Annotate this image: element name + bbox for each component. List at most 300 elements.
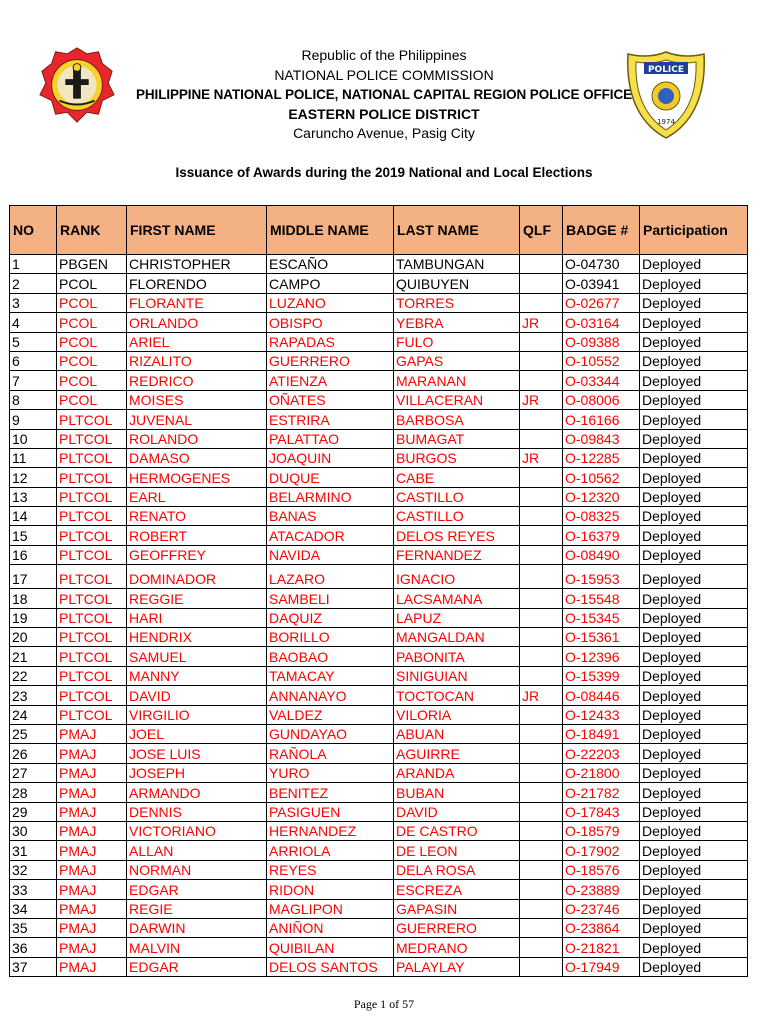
col-rank-cell: PMAJ — [57, 783, 127, 802]
col-badge-cell: O-22203 — [563, 744, 640, 763]
col-rank-cell: PMAJ — [57, 724, 127, 743]
col-participation-cell: Deployed — [640, 448, 748, 467]
col-first-name-cell: JUVENAL — [127, 410, 267, 429]
col-participation-cell: Deployed — [640, 313, 748, 332]
col-middle-name-cell: RAÑOLA — [267, 744, 394, 763]
col-rank-cell: PLTCOL — [57, 589, 127, 608]
col-rank-cell: PMAJ — [57, 880, 127, 899]
col-no-cell: 34 — [10, 899, 57, 918]
col-qlf-cell — [520, 371, 563, 390]
col-first-name-cell: ORLANDO — [127, 313, 267, 332]
col-middle-name-cell: LAZARO — [267, 565, 394, 589]
col-first-name-cell: EDGAR — [127, 957, 267, 976]
col-badge-cell: O-17902 — [563, 841, 640, 860]
col-no-cell: 18 — [10, 589, 57, 608]
col-participation-cell: Deployed — [640, 545, 748, 564]
col-badge-header: BADGE # — [563, 206, 640, 255]
table-row — [10, 526, 748, 545]
table-row — [10, 468, 748, 487]
col-qlf-cell — [520, 589, 563, 608]
col-no-cell: 1 — [10, 255, 57, 274]
col-qlf-cell — [520, 332, 563, 351]
col-badge-cell: O-15548 — [563, 589, 640, 608]
col-qlf-cell — [520, 957, 563, 976]
col-qlf-header: QLF — [520, 206, 563, 255]
col-middle-name-cell: YURO — [267, 763, 394, 782]
col-qlf-cell — [520, 899, 563, 918]
col-rank-header: RANK — [57, 206, 127, 255]
col-participation-header: Participation — [640, 206, 748, 255]
col-no-cell: 21 — [10, 647, 57, 666]
col-first-name-cell: REDRICO — [127, 371, 267, 390]
col-qlf-cell — [520, 724, 563, 743]
col-badge-cell: O-18491 — [563, 724, 640, 743]
col-rank-cell: PLTCOL — [57, 410, 127, 429]
col-badge-cell: O-23889 — [563, 880, 640, 899]
col-badge-cell: O-03941 — [563, 274, 640, 293]
col-middle-name-cell: BAOBAO — [267, 647, 394, 666]
table-row — [10, 274, 748, 293]
col-last-name-cell: GAPASIN — [394, 899, 520, 918]
col-rank-cell: PLTCOL — [57, 666, 127, 685]
col-badge-cell: O-08006 — [563, 390, 640, 409]
col-last-name-cell: BUMAGAT — [394, 429, 520, 448]
col-rank-cell: PCOL — [57, 351, 127, 370]
col-no-cell: 8 — [10, 390, 57, 409]
table-row — [10, 589, 748, 608]
col-last-name-cell: MARANAN — [394, 371, 520, 390]
col-first-name-cell: MOISES — [127, 390, 267, 409]
col-middle-name-cell: PALATTAO — [267, 429, 394, 448]
table-row — [10, 410, 748, 429]
col-participation-cell: Deployed — [640, 686, 748, 705]
badge-police-text: POLICE — [647, 65, 685, 75]
col-participation-cell: Deployed — [640, 526, 748, 545]
col-no-cell: 12 — [10, 468, 57, 487]
col-last-name-cell: DELOS REYES — [394, 526, 520, 545]
col-qlf-cell — [520, 487, 563, 506]
col-last-name-cell: FERNANDEZ — [394, 545, 520, 564]
col-qlf-cell — [520, 526, 563, 545]
col-no-cell: 7 — [10, 371, 57, 390]
col-rank-cell: PLTCOL — [57, 705, 127, 724]
col-first-name-cell: HERMOGENES — [127, 468, 267, 487]
col-qlf-cell — [520, 647, 563, 666]
col-last-name-cell: LACSAMANA — [394, 589, 520, 608]
col-first-name-cell: DAVID — [127, 686, 267, 705]
col-last-name-cell: VILLACERAN — [394, 390, 520, 409]
col-first-name-cell: EDGAR — [127, 880, 267, 899]
col-badge-cell: O-23864 — [563, 918, 640, 937]
col-first-name-cell: DENNIS — [127, 802, 267, 821]
col-last-name-cell: LAPUZ — [394, 608, 520, 627]
col-middle-name-cell: PASIGUEN — [267, 802, 394, 821]
col-first-name-cell: SAMUEL — [127, 647, 267, 666]
col-middle-name-cell: LUZANO — [267, 293, 394, 312]
col-first-name-cell: DOMINADOR — [127, 565, 267, 589]
col-last-name-cell: ARANDA — [394, 763, 520, 782]
col-participation-cell: Deployed — [640, 487, 748, 506]
col-last-name-cell: TOCTOCAN — [394, 686, 520, 705]
col-badge-cell: O-12320 — [563, 487, 640, 506]
col-last-name-cell: TAMBUNGAN — [394, 255, 520, 274]
col-rank-cell: PMAJ — [57, 957, 127, 976]
col-participation-cell: Deployed — [640, 274, 748, 293]
col-participation-cell: Deployed — [640, 608, 748, 627]
col-middle-name-cell: ATACADOR — [267, 526, 394, 545]
col-first-name-cell: JOEL — [127, 724, 267, 743]
col-middle-name-cell: ANIÑON — [267, 918, 394, 937]
col-rank-cell: PLTCOL — [57, 545, 127, 564]
col-participation-cell: Deployed — [640, 821, 748, 840]
col-no-cell: 11 — [10, 448, 57, 467]
col-last-name-cell: AGUIRRE — [394, 744, 520, 763]
col-participation-cell: Deployed — [640, 938, 748, 957]
col-no-cell: 27 — [10, 763, 57, 782]
col-last-name-cell: BUBAN — [394, 783, 520, 802]
table-row — [10, 293, 748, 312]
col-no-cell: 26 — [10, 744, 57, 763]
col-no-cell: 24 — [10, 705, 57, 724]
col-first-name-cell: MALVIN — [127, 938, 267, 957]
table-row — [10, 860, 748, 879]
col-no-cell: 30 — [10, 821, 57, 840]
col-no-cell: 10 — [10, 429, 57, 448]
col-first-name-cell: MANNY — [127, 666, 267, 685]
col-qlf-cell — [520, 841, 563, 860]
table-row — [10, 332, 748, 351]
col-badge-cell: O-18576 — [563, 860, 640, 879]
col-first-name-cell: ROBERT — [127, 526, 267, 545]
col-no-cell: 25 — [10, 724, 57, 743]
col-middle-name-cell: DUQUE — [267, 468, 394, 487]
col-badge-cell: O-08446 — [563, 686, 640, 705]
col-qlf-cell: JR — [520, 448, 563, 467]
col-last-name-cell: ESCREZA — [394, 880, 520, 899]
col-participation-cell: Deployed — [640, 724, 748, 743]
pnp-ncrpo-line: PHILIPPINE NATIONAL POLICE, NATIONAL CAPITAL REGION POLICE OFFICE — [135, 87, 633, 102]
col-no-cell: 28 — [10, 783, 57, 802]
col-first-name-cell: CHRISTOPHER — [127, 255, 267, 274]
col-badge-cell: O-09388 — [563, 332, 640, 351]
col-rank-cell: PLTCOL — [57, 565, 127, 589]
col-middle-name-cell: MAGLIPON — [267, 899, 394, 918]
col-no-header: NO — [10, 206, 57, 255]
col-first-name-cell: VIRGILIO — [127, 705, 267, 724]
col-first-name-cell: REGIE — [127, 899, 267, 918]
col-first-name-cell: HENDRIX — [127, 628, 267, 647]
col-no-cell: 4 — [10, 313, 57, 332]
col-badge-cell: O-17949 — [563, 957, 640, 976]
col-qlf-cell — [520, 938, 563, 957]
col-no-cell: 36 — [10, 938, 57, 957]
col-participation-cell: Deployed — [640, 293, 748, 312]
col-last-name-cell: MEDRANO — [394, 938, 520, 957]
col-rank-cell: PMAJ — [57, 841, 127, 860]
col-last-name-cell: IGNACIO — [394, 565, 520, 589]
col-qlf-cell — [520, 763, 563, 782]
col-participation-cell: Deployed — [640, 390, 748, 409]
col-participation-cell: Deployed — [640, 763, 748, 782]
col-first-name-cell: HARI — [127, 608, 267, 627]
col-middle-name-cell: BANAS — [267, 507, 394, 526]
col-qlf-cell — [520, 274, 563, 293]
col-no-cell: 16 — [10, 545, 57, 564]
table-row — [10, 918, 748, 937]
col-last-name-cell: MANGALDAN — [394, 628, 520, 647]
col-last-name-cell: DE CASTRO — [394, 821, 520, 840]
col-middle-name-cell: DELOS SANTOS — [267, 957, 394, 976]
col-badge-cell: O-18579 — [563, 821, 640, 840]
awards-table — [9, 205, 748, 977]
col-last-name-cell: FULO — [394, 332, 520, 351]
col-last-name-cell: ABUAN — [394, 724, 520, 743]
col-rank-cell: PLTCOL — [57, 429, 127, 448]
col-rank-cell: PCOL — [57, 313, 127, 332]
col-rank-cell: PLTCOL — [57, 448, 127, 467]
col-first-name-cell: FLORANTE — [127, 293, 267, 312]
col-badge-cell: O-21821 — [563, 938, 640, 957]
col-badge-cell: O-17843 — [563, 802, 640, 821]
napolcom-line: NATIONAL POLICE COMMISSION — [274, 66, 494, 83]
col-middle-name-cell: GUERRERO — [267, 351, 394, 370]
col-first-name-cell: ARIEL — [127, 332, 267, 351]
col-first-name-cell: ARMANDO — [127, 783, 267, 802]
table-row — [10, 429, 748, 448]
col-no-cell: 6 — [10, 351, 57, 370]
col-rank-cell: PMAJ — [57, 744, 127, 763]
col-no-cell: 14 — [10, 507, 57, 526]
col-last-name-cell: YEBRA — [394, 313, 520, 332]
col-no-cell: 32 — [10, 860, 57, 879]
col-middle-name-cell: VALDEZ — [267, 705, 394, 724]
col-first-name-cell: EARL — [127, 487, 267, 506]
document-title: Issuance of Awards during the 2019 National and Local Elections — [175, 165, 593, 180]
col-rank-cell: PMAJ — [57, 821, 127, 840]
col-participation-cell: Deployed — [640, 899, 748, 918]
col-qlf-cell — [520, 783, 563, 802]
col-middle-name-header: MIDDLE NAME — [267, 206, 394, 255]
col-rank-cell: PCOL — [57, 293, 127, 312]
col-badge-cell: O-15361 — [563, 628, 640, 647]
table-row — [10, 666, 748, 685]
address-line: Caruncho Avenue, Pasig City — [293, 125, 475, 141]
col-participation-cell: Deployed — [640, 468, 748, 487]
table-row — [10, 448, 748, 467]
republic-line: Republic of the Philippines — [301, 47, 467, 63]
col-participation-cell: Deployed — [640, 628, 748, 647]
table-row — [10, 783, 748, 802]
col-first-name-cell: RENATO — [127, 507, 267, 526]
col-qlf-cell — [520, 918, 563, 937]
col-qlf-cell — [520, 705, 563, 724]
table-row — [10, 880, 748, 899]
col-participation-cell: Deployed — [640, 860, 748, 879]
col-badge-cell: O-10552 — [563, 351, 640, 370]
col-first-name-cell: JOSE LUIS — [127, 744, 267, 763]
col-qlf-cell — [520, 293, 563, 312]
col-rank-cell: PLTCOL — [57, 468, 127, 487]
col-badge-cell: O-08325 — [563, 507, 640, 526]
col-badge-cell: O-02677 — [563, 293, 640, 312]
col-qlf-cell — [520, 860, 563, 879]
table-row — [10, 507, 748, 526]
col-last-name-cell: QUIBUYEN — [394, 274, 520, 293]
col-qlf-cell — [520, 255, 563, 274]
table-row — [10, 938, 748, 957]
col-last-name-cell: PALAYLAY — [394, 957, 520, 976]
col-middle-name-cell: ATIENZA — [267, 371, 394, 390]
col-last-name-cell: SINIGUIAN — [394, 666, 520, 685]
col-rank-cell: PCOL — [57, 332, 127, 351]
col-badge-cell: O-16379 — [563, 526, 640, 545]
col-participation-cell: Deployed — [640, 332, 748, 351]
col-qlf-cell — [520, 351, 563, 370]
col-rank-cell: PLTCOL — [57, 487, 127, 506]
col-no-cell: 5 — [10, 332, 57, 351]
col-middle-name-cell: ANNANAYO — [267, 686, 394, 705]
col-no-cell: 2 — [10, 274, 57, 293]
col-participation-cell: Deployed — [640, 507, 748, 526]
col-no-cell: 22 — [10, 666, 57, 685]
col-middle-name-cell: CAMPO — [267, 274, 394, 293]
table-row — [10, 608, 748, 627]
col-middle-name-cell: ESCAÑO — [267, 255, 394, 274]
col-rank-cell: PMAJ — [57, 860, 127, 879]
col-participation-cell: Deployed — [640, 351, 748, 370]
col-participation-cell: Deployed — [640, 589, 748, 608]
col-rank-cell: PMAJ — [57, 802, 127, 821]
col-badge-cell: O-21800 — [563, 763, 640, 782]
col-last-name-cell: GUERRERO — [394, 918, 520, 937]
col-first-name-cell: REGGIE — [127, 589, 267, 608]
table-row — [10, 628, 748, 647]
col-last-name-cell: CASTILLO — [394, 507, 520, 526]
col-no-cell: 23 — [10, 686, 57, 705]
col-badge-cell: O-15345 — [563, 608, 640, 627]
col-badge-cell: O-03344 — [563, 371, 640, 390]
col-no-cell: 29 — [10, 802, 57, 821]
col-middle-name-cell: JOAQUIN — [267, 448, 394, 467]
col-first-name-cell: DAMASO — [127, 448, 267, 467]
table-row — [10, 802, 748, 821]
col-middle-name-cell: GUNDAYAO — [267, 724, 394, 743]
col-participation-cell: Deployed — [640, 647, 748, 666]
col-last-name-cell: DE LEON — [394, 841, 520, 860]
badge-year-text: 1974 — [657, 118, 675, 126]
col-participation-cell: Deployed — [640, 841, 748, 860]
col-participation-cell: Deployed — [640, 880, 748, 899]
col-last-name-cell: BURGOS — [394, 448, 520, 467]
col-participation-cell: Deployed — [640, 705, 748, 724]
col-qlf-cell — [520, 880, 563, 899]
col-last-name-cell: DELA ROSA — [394, 860, 520, 879]
table-row — [10, 686, 748, 705]
col-participation-cell: Deployed — [640, 918, 748, 937]
table-row — [10, 565, 748, 589]
col-first-name-header: FIRST NAME — [127, 206, 267, 255]
table-row — [10, 841, 748, 860]
col-first-name-cell: NORMAN — [127, 860, 267, 879]
col-no-cell: 37 — [10, 957, 57, 976]
col-participation-cell: Deployed — [640, 802, 748, 821]
col-participation-cell: Deployed — [640, 666, 748, 685]
table-row — [10, 313, 748, 332]
table-row — [10, 371, 748, 390]
col-first-name-cell: VICTORIANO — [127, 821, 267, 840]
table-row — [10, 821, 748, 840]
table-header-row — [10, 206, 748, 255]
col-qlf-cell — [520, 410, 563, 429]
table-row — [10, 255, 748, 274]
col-rank-cell: PCOL — [57, 274, 127, 293]
table-row — [10, 487, 748, 506]
col-middle-name-cell: OBISPO — [267, 313, 394, 332]
col-middle-name-cell: RAPADAS — [267, 332, 394, 351]
col-middle-name-cell: DAQUIZ — [267, 608, 394, 627]
col-middle-name-cell: OÑATES — [267, 390, 394, 409]
col-badge-cell: O-21782 — [563, 783, 640, 802]
col-qlf-cell — [520, 608, 563, 627]
col-middle-name-cell: BELARMINO — [267, 487, 394, 506]
table-row — [10, 545, 748, 564]
col-qlf-cell — [520, 507, 563, 526]
col-last-name-cell: BARBOSA — [394, 410, 520, 429]
col-badge-cell: O-10562 — [563, 468, 640, 487]
col-middle-name-cell: BORILLO — [267, 628, 394, 647]
col-no-cell: 20 — [10, 628, 57, 647]
col-participation-cell: Deployed — [640, 255, 748, 274]
col-middle-name-cell: QUIBILAN — [267, 938, 394, 957]
col-badge-cell: O-04730 — [563, 255, 640, 274]
table-row — [10, 899, 748, 918]
col-middle-name-cell: ESTRIRA — [267, 410, 394, 429]
col-no-cell: 15 — [10, 526, 57, 545]
col-participation-cell: Deployed — [640, 410, 748, 429]
table-body — [10, 255, 748, 977]
col-no-cell: 17 — [10, 565, 57, 589]
col-badge-cell: O-23746 — [563, 899, 640, 918]
col-last-name-cell: TORRES — [394, 293, 520, 312]
table-row — [10, 705, 748, 724]
col-rank-cell: PMAJ — [57, 763, 127, 782]
col-first-name-cell: RIZALITO — [127, 351, 267, 370]
table-row — [10, 957, 748, 976]
table-row — [10, 647, 748, 666]
col-first-name-cell: GEOFFREY — [127, 545, 267, 564]
col-last-name-header: LAST NAME — [394, 206, 520, 255]
col-middle-name-cell: NAVIDA — [267, 545, 394, 564]
col-qlf-cell — [520, 429, 563, 448]
col-rank-cell: PCOL — [57, 371, 127, 390]
col-rank-cell: PBGEN — [57, 255, 127, 274]
letterhead — [0, 0, 768, 150]
col-middle-name-cell: RIDON — [267, 880, 394, 899]
col-qlf-cell — [520, 468, 563, 487]
col-qlf-cell — [520, 545, 563, 564]
col-rank-cell: PMAJ — [57, 918, 127, 937]
col-participation-cell: Deployed — [640, 371, 748, 390]
col-last-name-cell: PABONITA — [394, 647, 520, 666]
col-middle-name-cell: BENITEZ — [267, 783, 394, 802]
col-first-name-cell: ALLAN — [127, 841, 267, 860]
col-rank-cell: PMAJ — [57, 938, 127, 957]
col-last-name-cell: GAPAS — [394, 351, 520, 370]
police-shield-icon — [626, 50, 706, 140]
col-qlf-cell: JR — [520, 390, 563, 409]
col-middle-name-cell: TAMACAY — [267, 666, 394, 685]
col-rank-cell: PLTCOL — [57, 608, 127, 627]
